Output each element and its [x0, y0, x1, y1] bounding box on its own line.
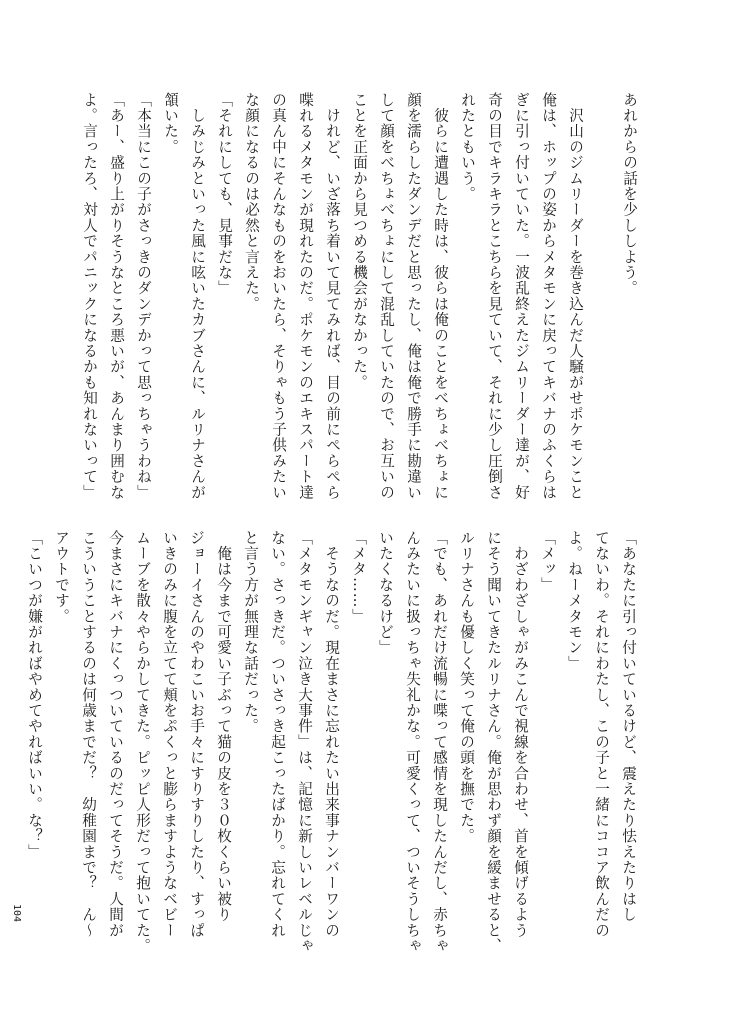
text-line — [589, 92, 616, 490]
text-line: アウトです。 — [53, 530, 70, 625]
text-line: わざわざしゃがみこんで視線を合わせ、首を傾げるよう — [512, 530, 529, 939]
text-line: 俺は今まで可愛い子ぶって猫の皮を３０枚くらい被り — [215, 530, 232, 923]
text-line: けれど、いざ落ち着いて見てみれば、目の前にぺらぺら — [324, 92, 341, 501]
text-line: ジョーイさんのやわこいお手々にすりすりしたり、すっぱ — [188, 530, 205, 939]
text-line: の真ん中にそんなものをおいたら、そりゃもう子供みたい — [270, 92, 287, 501]
text-line: あれからの話を少ししよう。 — [621, 92, 638, 297]
text-line: 「メタ……」 — [350, 530, 367, 625]
text-line: と言う方が無理な話だった。 — [242, 530, 259, 735]
text-line: 彼らに遭遇した時は、彼らは俺のことをべちょべちょに — [432, 92, 449, 501]
text-line: いたくなるけど」 — [377, 530, 394, 656]
text-line: 「それにしても、見事だな」 — [216, 92, 233, 297]
page-number: 104 — [11, 904, 22, 923]
text-line: 「メタモンギャン泣き大事件」は、記憶に新しいレベルじゃ — [296, 530, 313, 954]
text-line: 今まさにキバナにくっついているのだってそうだ。人間が — [107, 530, 124, 939]
text-line: ぎに引っ付いていた。一波乱終えたジムリーダー達が、好 — [513, 92, 530, 501]
text-line: 奇の目でキラキラとこちらを見ていて、それに少し圧倒さ — [486, 92, 503, 501]
text-block-bottom — [26, 530, 642, 954]
text-line: ない。さっきだ。ついさっき起こったばかり。忘れてくれ — [269, 530, 286, 939]
text-line: しみじみといった風に呟いたカブさんに、ルリナさんが — [189, 92, 206, 501]
text-line: 沢山のジムリーダーを巻き込んだ人騒がせポケモンこと — [567, 92, 584, 501]
text-line: 「メッ」 — [539, 530, 556, 593]
text-line: そうなのだ。現在まさに忘れたい出来事ナンバーワンの — [323, 530, 340, 939]
text-line: よ。言ったろ、対人でパニックになるかも知れないって」 — [81, 92, 98, 501]
text-line: にそう聞いてきたルリナさん。俺が思わず顔を緩ませると、 — [485, 530, 502, 954]
text-line: こういうことするのは何歳までだ？ 幼稚園まで？ ん〜 — [80, 530, 97, 939]
text-line: ルリナさんも優しく笑って俺の頭を撫でた。 — [458, 530, 475, 844]
text-line: 「あー、盛り上がりそうなところ悪いが、あんまり囲むな — [108, 92, 125, 501]
text-line: よ。ねーメタモン」 — [566, 530, 583, 672]
text-line: いきのみに腹を立てて頬をぷくっと膨らますようなベビー — [161, 530, 178, 939]
text-line: 「あなたに引っ付いているけど、震えたり怯えたりはし — [620, 530, 637, 923]
text-line: れたともいう。 — [459, 92, 476, 202]
text-block-top — [81, 92, 643, 501]
text-line: 喋れるメタモンが現れたのだ。ポケモンのエキスパート達 — [297, 92, 314, 501]
text-line: 「でも、あれだけ流暢に喋って感情を現したんだし、赤ちゃ — [431, 530, 448, 954]
text-line: 「こいつが嫌がればやめてやればいい。な？」 — [26, 530, 43, 860]
text-line: 顔を濡らしたダンデだと思ったし、俺は俺で勝手に勘違い — [405, 92, 422, 501]
text-line: ムーブを散々やらかしてきた。ピッピ人形だって抱いてた。 — [134, 530, 151, 954]
text-line: てないわ。それにわたし、この子と一緒にココア飲んだの — [593, 530, 610, 939]
text-line: 頷いた。 — [162, 92, 179, 155]
text-line: な顔になるのは必然と言えた。 — [243, 92, 260, 312]
text-line: んみたいに扱っちゃ失礼かな。可愛くって、ついそうしちゃ — [404, 530, 421, 954]
text-line: ことを正面から見つめる機会がなかった。 — [351, 92, 368, 391]
text-line: 「本当にこの子がさっきのダンデかって思っちゃうわね」 — [135, 92, 152, 501]
text-line: して顔をべちょべちょにして混乱していたので、お互いの — [378, 92, 395, 501]
text-line: 俺は、ホップの姿からメタモンに戻ってキバナのふくらは — [540, 92, 557, 501]
